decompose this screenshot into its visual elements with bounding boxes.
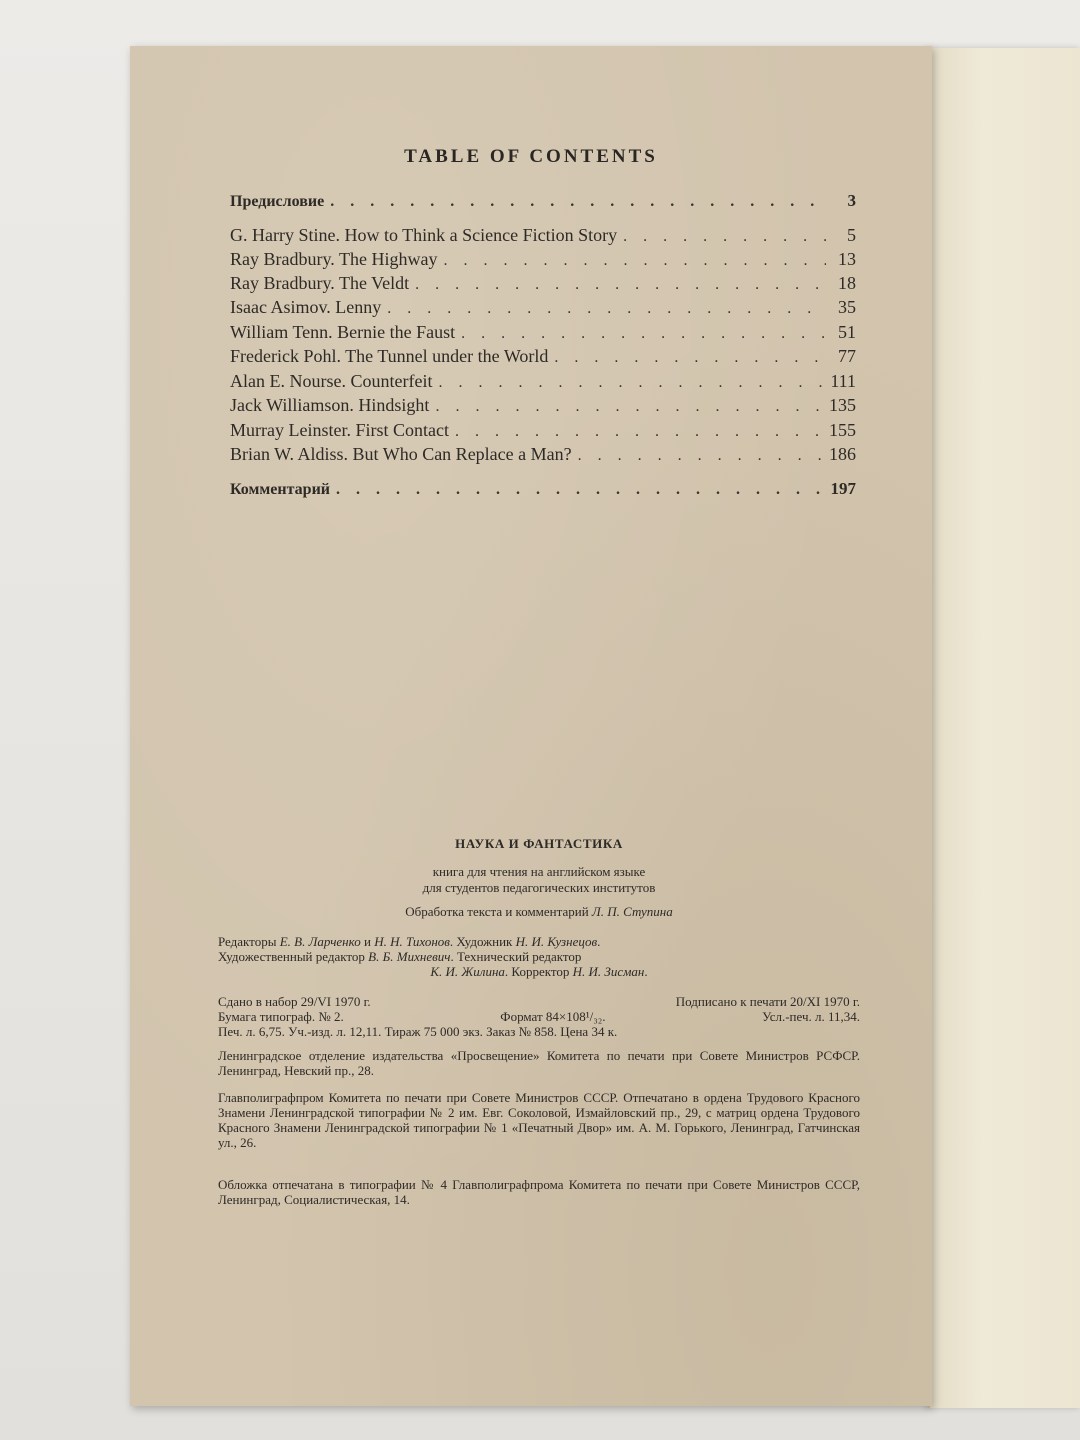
circulation-info: Печ. л. 6,75. Уч.-изд. л. 12,11. Тираж 75 000 экз. Заказ № 858. Цена 34 к. (218, 1024, 618, 1039)
toc-entry-label: Murray Leinster. First Contact (230, 420, 449, 440)
publisher-info: Ленинградское отделение издательства «Просвещение» Комитета по печати при Совете Министров РСФСР. Ленинград, Невский пр., 28. (218, 1048, 860, 1078)
print-details-row (218, 994, 860, 1009)
print-details-row (218, 1009, 860, 1024)
credit-text: . (644, 964, 648, 979)
toc-title: TABLE OF CONTENTS (404, 146, 658, 167)
toc-entry-page: 35 (838, 297, 856, 317)
book-title: НАУКА И ФАНТАСТИКА (455, 836, 623, 851)
processing-credit (218, 904, 860, 920)
toc-entry-page: 77 (838, 346, 856, 366)
typeset-date: Сдано в набор 29/VI 1970 г. (218, 994, 371, 1009)
toc-entry-label: Alan E. Nourse. Counterfeit (230, 371, 433, 391)
toc-entry-label: Jack Williamson. Hindsight (230, 395, 430, 415)
book-subtitle-line: для студентов педагогических институтов (422, 880, 656, 895)
toc-entry-page: 51 (838, 322, 856, 342)
credit-text: . Корректор (504, 964, 573, 979)
processing-name: Л. П. Ступина (591, 904, 673, 919)
toc-entry-label: Ray Bradbury. The Veldt (230, 273, 410, 293)
credit-text: . Художник (449, 934, 516, 949)
print-details (218, 994, 860, 1039)
toc-entry-label: Ray Bradbury. The Highway (230, 249, 438, 269)
imprint-block (218, 46, 860, 1406)
toc-entry-page: 155 (829, 420, 856, 440)
credit-name: Н. Н. Тихонов (374, 934, 450, 949)
credit-name: Н. И. Зисман (572, 964, 645, 979)
cover-print-info: Обложка отпечатана в типографии № 4 Главполиграфпрома Комитета по печати при Совете Министров СССР, Ленинград, Социалистическая, 14. (218, 1177, 860, 1207)
toc-entry-label: Isaac Asimov. Lenny (230, 297, 382, 317)
paper-type: Бумага типограф. № 2. (218, 1009, 344, 1024)
editors-credits (218, 934, 860, 979)
toc-entry-label: G. Harry Stine. How to Think a Science Fiction Story (230, 225, 618, 245)
credit-name: Е. В. Ларченко (279, 934, 361, 949)
toc-entry-page: 197 (830, 479, 856, 498)
toc-entry-label: Предисловие (230, 193, 325, 210)
credit-text: . Технический редактор (450, 949, 582, 964)
toc-entry-page: 186 (829, 444, 856, 464)
credit-text: . (597, 934, 601, 949)
adjacent-page-edge (928, 48, 1080, 1408)
toc-entry-page: 135 (829, 395, 856, 415)
credit-text: и (360, 934, 375, 949)
sheet-count: Усл.-печ. л. 11,34. (762, 1009, 860, 1024)
toc-entry-page: 18 (838, 273, 856, 293)
book-page (130, 46, 932, 1406)
toc-entry-label: William Tenn. Bernie the Faust (230, 322, 456, 342)
book-subtitle-line: книга для чтения на английском языке (432, 864, 646, 879)
credit-name: К. И. Жилина (430, 964, 505, 979)
signed-date: Подписано к печати 20/XI 1970 г. (675, 994, 860, 1009)
credit-name: Н. И. Кузнецов (515, 934, 598, 949)
credit-text: Редакторы (218, 934, 280, 949)
printing-house-info: Главполиграфпром Комитета по печати при Совете Министров СССР. Отпечатано в ордена Трудового Красного Знамени Ленинградской типографии № 2 им. Евг. Соколовой, Измайловский пр., 29, с матриц ордена Трудового Красного Знамени Ленинградской типографии № 1 «Печатный Двор» им. А. М. Горького, Ленинград, Гатчинская ул., 26. (218, 1090, 860, 1150)
toc-entry-label: Комментарий (230, 481, 331, 498)
processing-label: Обработка текста и комментарий (405, 904, 589, 919)
format-info: Формат 84×108¹/₃₂. (500, 1009, 606, 1024)
toc-entry-page: 13 (838, 249, 856, 269)
toc-entry-page: 111 (830, 371, 856, 391)
credit-name: В. Б. Михневич (368, 949, 451, 964)
toc-entry-label: Frederick Pohl. The Tunnel under the World (230, 346, 549, 366)
credit-text: Художественный редактор (218, 949, 369, 964)
toc-entry-label: Brian W. Aldiss. But Who Can Replace a Man? (230, 444, 572, 464)
toc-entry-page: 3 (847, 191, 856, 210)
toc-entry-page: 5 (847, 225, 856, 245)
